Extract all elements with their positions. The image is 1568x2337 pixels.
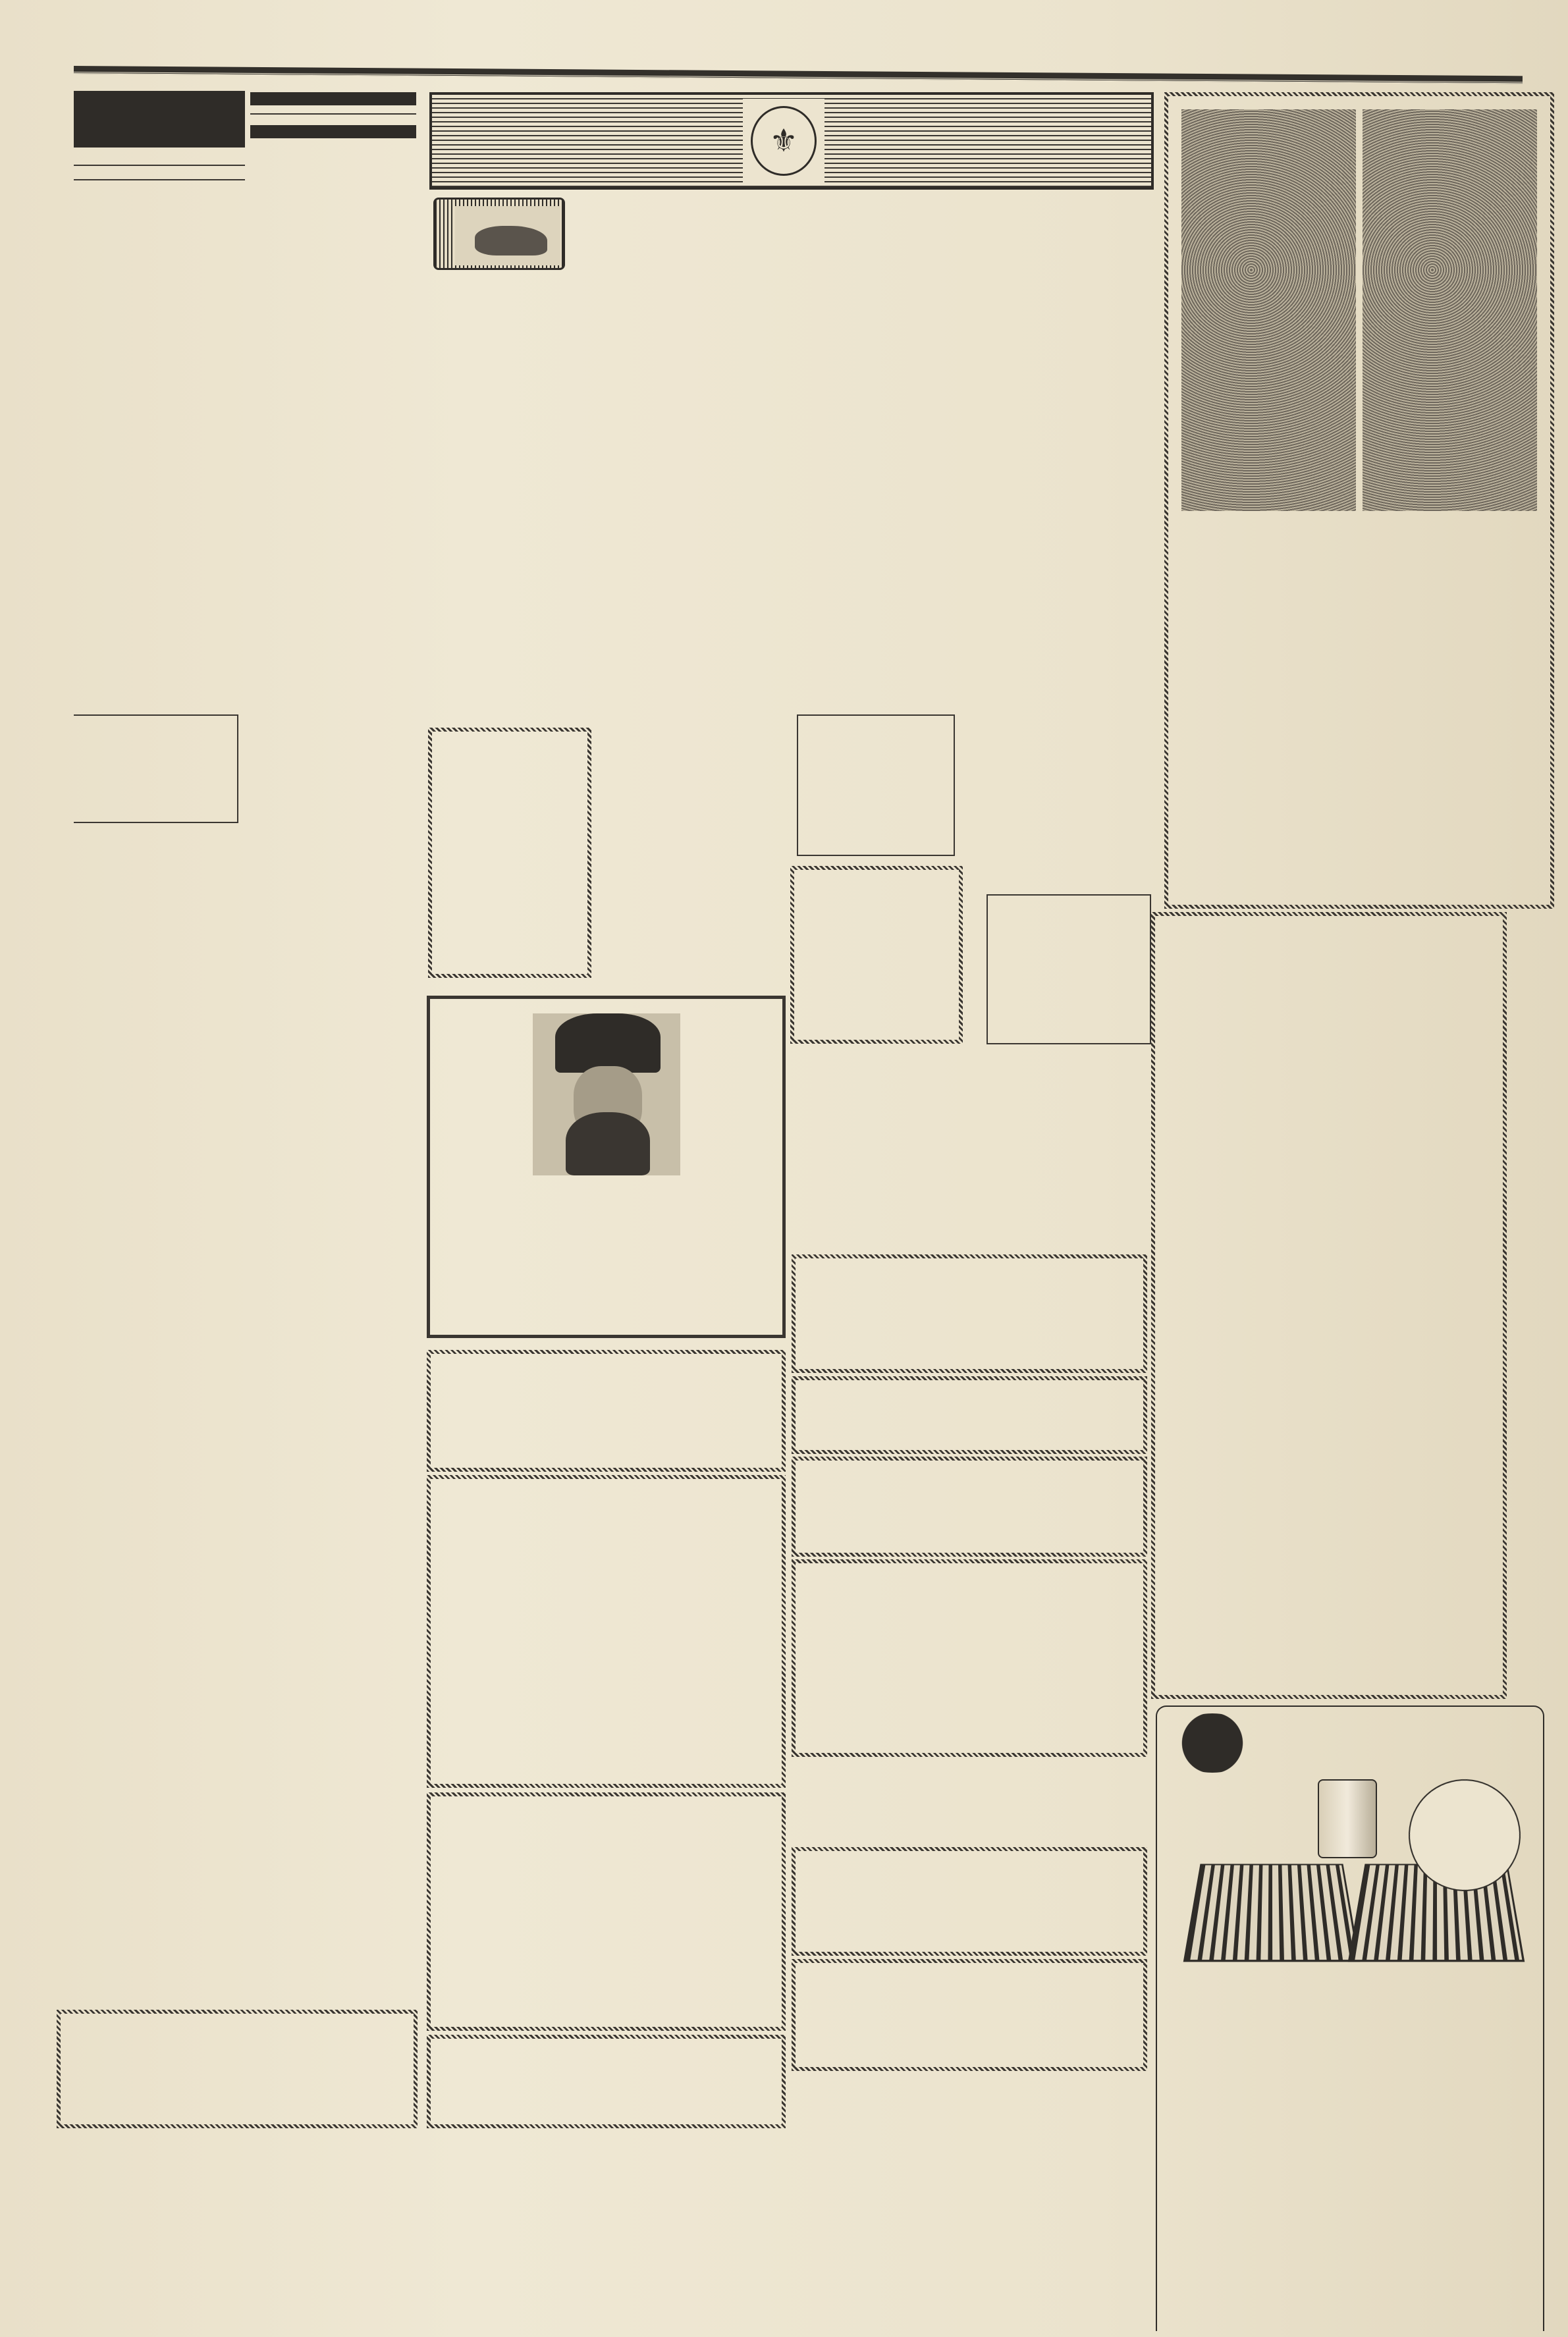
photo-left (1181, 109, 1356, 511)
water-tank (1318, 1779, 1377, 1858)
citroen-ad (792, 1254, 1147, 1373)
cinema-ad-aigli (427, 2035, 786, 2128)
apartments-kapetanaki-ad (792, 1457, 1147, 1557)
furniture-ad (427, 1475, 786, 1788)
foco-solar-ad (1156, 1706, 1544, 2331)
memorial-notice (427, 996, 786, 1338)
clinic-announcement (427, 1350, 786, 1472)
doctor-papakyriakou-ad (790, 866, 963, 1044)
article-column-3 (983, 263, 1151, 273)
akti-zeus-ad (1164, 92, 1554, 909)
divider (74, 179, 245, 180)
tsamandoura-ad (792, 1847, 1147, 1956)
sofoulakis-ad (792, 1959, 1147, 2071)
cinemas-header (250, 92, 416, 105)
national-lottery-ad (1151, 912, 1507, 1699)
vulcanizer-listing (74, 828, 245, 934)
priest-photo (533, 1013, 680, 1175)
kastrino-banner (429, 92, 1154, 190)
minoan-lines-ad (74, 714, 238, 823)
tv-schedule (433, 198, 585, 283)
vavoulas-ad (792, 1559, 1147, 1757)
radiology-lab-ad (987, 894, 1151, 1044)
solar-panel (1183, 1864, 1361, 1962)
masthead-rule (74, 66, 1523, 84)
doctor-giannakakis-ad (797, 714, 955, 856)
pharmacies-header (250, 125, 416, 138)
sun-icon (1166, 1713, 1258, 1773)
land-plots-ad (792, 1376, 1147, 1454)
cinemas-column (250, 92, 416, 150)
tv-set-icon (433, 198, 565, 270)
divider (250, 113, 416, 115)
divider (74, 165, 245, 166)
masthead (72, 38, 1521, 65)
aki-drive-in-ad (57, 2010, 418, 2128)
photo-right (1363, 109, 1537, 511)
solar-heater-illustration (1179, 1779, 1521, 1977)
beard (566, 1112, 650, 1175)
vacation-villas-ad (428, 728, 591, 978)
social-column (74, 91, 245, 191)
emblem-icon: ⚜ (743, 99, 825, 183)
model-photo (1181, 109, 1537, 511)
detectives-ad (427, 1792, 786, 2031)
kalimavkion-hat (555, 1013, 661, 1073)
social-header (74, 91, 245, 148)
article-column-1 (601, 263, 778, 273)
